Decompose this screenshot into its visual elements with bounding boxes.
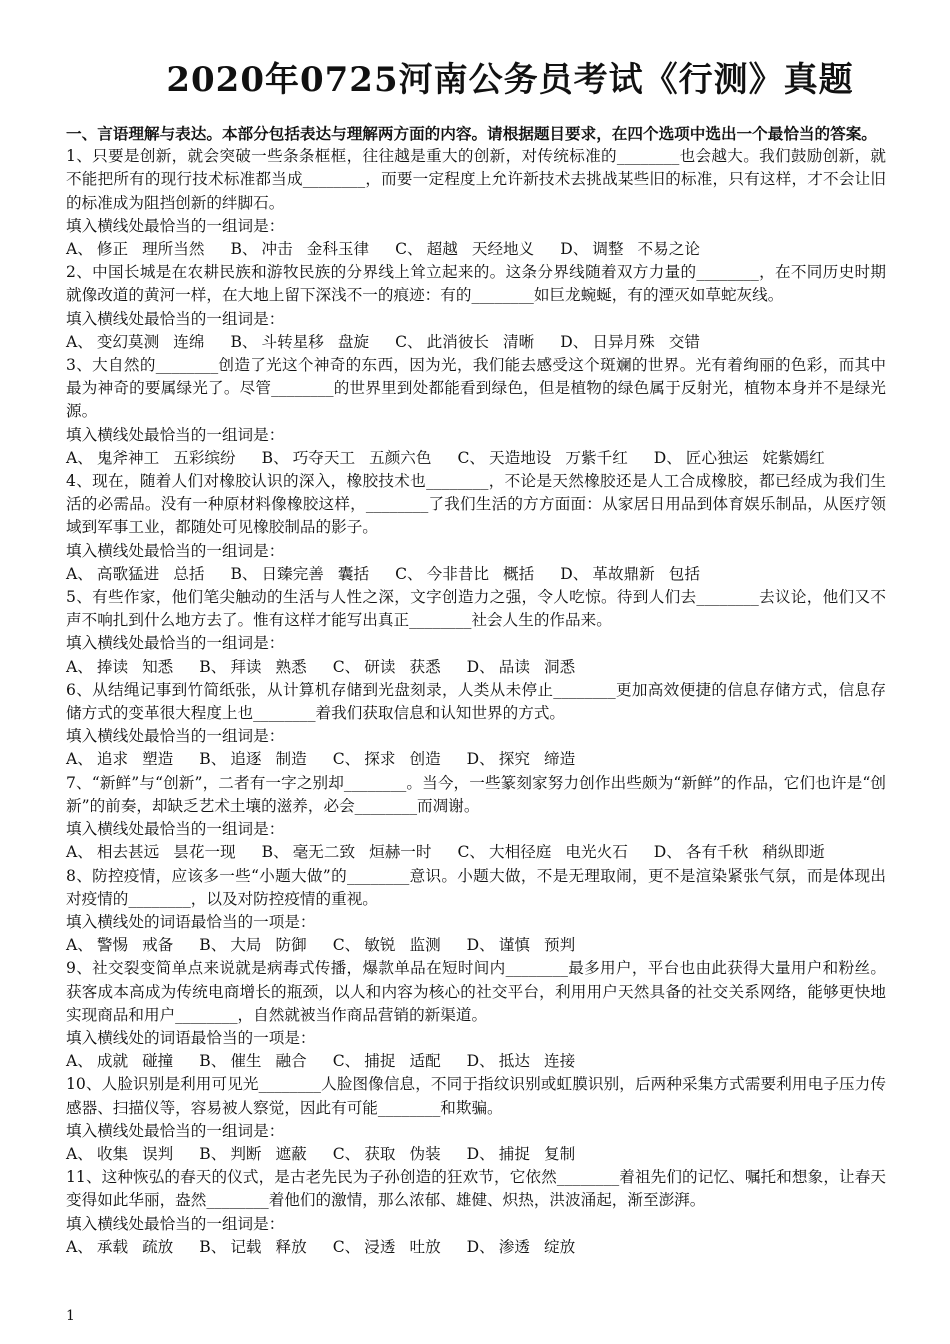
option-label: B、 xyxy=(199,657,227,676)
question-text: 4、现在，随着人们对橡胶认识的深入，橡胶技术也________，不论是天然橡胶还是人工合成橡胶，都已经成为我们生活的必需品。没有一种原材料像橡胶这样，________了我们生活的方方面面：从家居日用品到体育娱乐制品，从医疗领域到军事工业，都随处可见橡胶制品的影子。 xyxy=(66,472,886,537)
option-word-1: 鬼斧神工 xyxy=(96,448,160,467)
option-c xyxy=(333,1236,441,1259)
option-label: D、 xyxy=(466,936,495,955)
question-item xyxy=(66,957,886,1073)
option-c xyxy=(333,656,441,679)
option-word-2: 洞悉 xyxy=(543,657,576,676)
option-b xyxy=(230,331,369,354)
options-row xyxy=(66,934,886,957)
option-word-2: 误判 xyxy=(142,1144,174,1163)
option-word-1: 大相径庭 xyxy=(489,843,552,862)
option-label: C、 xyxy=(457,843,486,862)
option-label: D、 xyxy=(466,1052,495,1071)
option-word-1: 日臻完善 xyxy=(261,564,324,583)
question-text: 7、“新鲜”与“创新”，二者有一字之别却________。当今，一些篆刻家努力创作出些颇为“新鲜”的作品，它们也许是“创新”的前奏，却缺乏艺术土壤的滋养，必会________而凋谢。 xyxy=(66,773,886,815)
document-title: 2020年0725河南公务员考试《行测》真题 xyxy=(166,60,854,100)
option-word-2: 电光火石 xyxy=(565,843,628,862)
option-word-2: 获悉 xyxy=(409,657,441,676)
option-a xyxy=(66,1236,173,1259)
option-d xyxy=(654,447,825,470)
option-word-2: 交错 xyxy=(668,332,700,351)
option-word-1: 今非昔比 xyxy=(426,564,490,583)
question-text: 9、社交裂变简单点来说就是病毒式传播，爆款单品在短时间内________最多用户，平台也由此获得大量用户和粉丝。获客成本高成为传统电商增长的瓶颈，以人和内容为核心的社交平台，利用用户天然具备的社交关系网络，能够更快地实现商品和用户________，自然就被当作商品营销的新渠道。 xyxy=(66,959,886,1024)
question-item xyxy=(66,772,886,865)
option-a xyxy=(66,563,204,586)
option-label: D、 xyxy=(466,750,495,769)
option-word-1: 承载 xyxy=(96,1237,129,1256)
option-a xyxy=(66,238,204,261)
page-number: 1 xyxy=(66,1308,75,1324)
option-label: D、 xyxy=(653,843,682,862)
option-label: A、 xyxy=(66,1052,93,1071)
option-d xyxy=(467,934,576,957)
option-word-2: 创造 xyxy=(409,750,441,769)
option-word-2: 吐放 xyxy=(409,1237,441,1256)
options-row xyxy=(66,1236,886,1259)
question-item xyxy=(66,261,886,354)
option-a xyxy=(66,841,236,864)
option-a xyxy=(66,331,204,354)
option-word-1: 调整 xyxy=(592,240,624,259)
question-list xyxy=(66,145,886,1259)
option-word-1: 品读 xyxy=(498,657,530,676)
option-label: C、 xyxy=(332,657,361,676)
option-label: B、 xyxy=(199,1237,227,1256)
option-d xyxy=(467,1050,576,1073)
option-label: B、 xyxy=(230,564,258,583)
option-b xyxy=(199,1050,306,1073)
question-item xyxy=(66,1073,886,1166)
question-prompt: 填入横线处的词语最恰当的一项是： xyxy=(66,1028,316,1047)
option-word-2: 五彩缤纷 xyxy=(173,448,236,467)
option-a xyxy=(66,1143,173,1166)
option-a xyxy=(66,1050,173,1073)
option-label: B、 xyxy=(199,750,227,769)
option-word-1: 拜读 xyxy=(230,657,262,676)
option-b xyxy=(199,1143,306,1166)
option-label: C、 xyxy=(332,1144,361,1163)
option-c xyxy=(333,1050,441,1073)
question-prompt: 填入横线处最恰当的一组词是： xyxy=(66,216,285,235)
option-word-2: 连绵 xyxy=(173,332,205,351)
options-row xyxy=(66,656,886,679)
option-label: C、 xyxy=(332,936,361,955)
option-label: A、 xyxy=(66,750,93,769)
question-item xyxy=(66,145,886,261)
option-word-2: 绽放 xyxy=(543,1237,576,1256)
option-label: D、 xyxy=(466,1237,495,1256)
option-d xyxy=(560,238,700,261)
question-text: 8、防控疫情，应该多一些“小题大做”的________意识。小题大做，不是无理取闹，更不是渲染紧张气氛，而是体现出对疫情的________，以及对防控疫情的重视。 xyxy=(66,866,886,908)
option-label: A、 xyxy=(66,564,93,583)
option-word-1: 高歌猛进 xyxy=(96,564,160,583)
question-prompt: 填入横线处最恰当的一组词是： xyxy=(66,1214,285,1233)
option-b xyxy=(230,238,369,261)
option-label: B、 xyxy=(230,332,258,351)
option-a xyxy=(66,447,236,470)
question-prompt: 填入横线处最恰当的一组词是： xyxy=(66,541,285,560)
option-word-2: 遮蔽 xyxy=(275,1144,307,1163)
option-c xyxy=(395,563,534,586)
option-word-2: 金科玉律 xyxy=(306,240,370,259)
option-label: C、 xyxy=(332,1237,361,1256)
option-word-2: 昙花一现 xyxy=(173,843,236,862)
option-d xyxy=(560,331,700,354)
option-word-2: 伪装 xyxy=(409,1144,441,1163)
option-word-1: 天造地设 xyxy=(489,448,552,467)
option-word-1: 修正 xyxy=(96,240,129,259)
option-word-2: 总括 xyxy=(173,564,205,583)
option-word-2: 预判 xyxy=(543,936,576,955)
question-prompt: 填入横线处最恰当的一组词是： xyxy=(66,1121,285,1140)
option-label: B、 xyxy=(230,240,258,259)
option-word-1: 巧夺天工 xyxy=(292,448,356,467)
option-word-1: 各有千秋 xyxy=(685,843,749,862)
option-word-1: 冲击 xyxy=(261,240,293,259)
question-prompt: 填入横线处最恰当的一组词是： xyxy=(66,634,285,653)
option-word-2: 盘旋 xyxy=(337,332,370,351)
option-word-1: 日异月殊 xyxy=(592,332,655,351)
question-prompt: 填入横线处最恰当的一组词是： xyxy=(66,309,285,328)
option-word-1: 斗转星移 xyxy=(261,332,324,351)
option-word-2: 缔造 xyxy=(543,750,576,769)
option-word-1: 探究 xyxy=(498,750,530,769)
option-word-1: 获取 xyxy=(364,1144,396,1163)
option-c xyxy=(395,331,534,354)
option-b xyxy=(262,841,432,864)
option-word-2: 天经地义 xyxy=(471,240,535,259)
option-word-2: 理所当然 xyxy=(142,240,205,259)
option-word-1: 警惕 xyxy=(96,936,129,955)
option-word-2: 包括 xyxy=(668,564,700,583)
option-word-2: 戒备 xyxy=(142,936,174,955)
question-item xyxy=(66,679,886,772)
question-item xyxy=(66,470,886,586)
option-c xyxy=(333,748,441,771)
option-label: C、 xyxy=(332,1052,361,1071)
question-item xyxy=(66,586,886,679)
option-label: B、 xyxy=(261,448,289,467)
option-label: A、 xyxy=(66,240,93,259)
option-word-2: 万紫千红 xyxy=(565,448,628,467)
question-prompt: 填入横线处最恰当的一组词是： xyxy=(66,727,285,746)
option-c xyxy=(333,1143,441,1166)
option-word-1: 追求 xyxy=(96,750,129,769)
option-label: A、 xyxy=(66,657,93,676)
option-word-2: 适配 xyxy=(409,1052,441,1071)
option-label: A、 xyxy=(66,1237,93,1256)
option-word-1: 收集 xyxy=(96,1144,129,1163)
question-item xyxy=(66,1166,886,1259)
option-word-1: 相去甚远 xyxy=(96,843,160,862)
option-word-1: 此消彼长 xyxy=(426,332,490,351)
option-word-1: 捕捉 xyxy=(364,1052,396,1071)
option-word-2: 不易之论 xyxy=(637,240,700,259)
options-row xyxy=(66,748,886,771)
option-b xyxy=(199,656,306,679)
option-d xyxy=(467,1236,576,1259)
option-word-1: 浸透 xyxy=(364,1237,396,1256)
option-label: D、 xyxy=(466,657,495,676)
question-text: 2、中国长城是在农耕民族和游牧民族的分界线上耸立起来的。这条分界线随着双方力量的________，在不同历史时期就像改道的黄河一样，在大地上留下深浅不一的痕迹：有的________如巨龙蜿蜒，有的湮灭如草蛇灰线。 xyxy=(66,263,886,305)
option-label: C、 xyxy=(395,240,423,259)
question-text: 6、从结绳记事到竹简纸张，从计算机存储到光盘刻录，人类从未停止________更加高效便捷的信息存储方式，信息存储方式的变革很大程度上也________着我们获取信息和认知世界的方式。 xyxy=(66,680,886,723)
option-b xyxy=(199,1236,306,1259)
option-label: A、 xyxy=(66,843,93,862)
option-d xyxy=(467,656,576,679)
option-d xyxy=(654,841,825,864)
option-word-1: 抵达 xyxy=(498,1052,530,1071)
option-word-2: 稍纵即逝 xyxy=(762,843,825,862)
option-b xyxy=(230,563,369,586)
question-item xyxy=(66,354,886,470)
option-word-2: 防御 xyxy=(275,936,307,955)
option-c xyxy=(457,841,627,864)
option-label: B、 xyxy=(199,1144,227,1163)
options-row xyxy=(66,238,886,261)
option-label: D、 xyxy=(560,564,589,583)
option-word-2: 囊括 xyxy=(337,564,370,583)
option-word-1: 探求 xyxy=(364,750,396,769)
option-word-1: 追逐 xyxy=(230,750,262,769)
option-word-1: 催生 xyxy=(230,1052,262,1071)
option-label: D、 xyxy=(466,1144,495,1163)
option-label: D、 xyxy=(560,332,589,351)
question-text: 11、这种恢弘的春天的仪式，是古老先民为子孙创造的狂欢节，它依然________着祖先们的记忆、嘱托和想象，让春天变得如此华丽，盎然________着他们的激情，那么浓郁、雄健、炽热，洪波涌起，渐至澎湃。 xyxy=(66,1168,886,1210)
option-word-1: 敏锐 xyxy=(364,936,396,955)
question-prompt: 填入横线处最恰当的一组词是： xyxy=(66,820,285,839)
option-d xyxy=(467,748,576,771)
option-a xyxy=(66,934,173,957)
option-label: C、 xyxy=(395,332,423,351)
document-body xyxy=(66,122,886,1259)
option-word-2: 连接 xyxy=(543,1052,576,1071)
option-a xyxy=(66,748,173,771)
option-word-2: 融合 xyxy=(275,1052,307,1071)
option-word-2: 释放 xyxy=(275,1237,307,1256)
options-row xyxy=(66,841,886,864)
option-label: B、 xyxy=(261,843,289,862)
question-text: 5、有些作家，他们笔尖触动的生活与人性之深，文字创造力之强，令人吃惊。待到人们去________去议论，他们又不声不响扎到什么地方去了。惟有这样才能写出真正________社会人生的作品来。 xyxy=(66,588,886,630)
option-word-1: 记载 xyxy=(230,1237,262,1256)
option-b xyxy=(199,748,306,771)
options-row xyxy=(66,1143,886,1166)
options-row xyxy=(66,447,886,470)
option-a xyxy=(66,656,173,679)
option-word-2: 姹紫嫣红 xyxy=(762,448,825,467)
option-word-2: 五颜六色 xyxy=(369,448,432,467)
option-word-2: 概括 xyxy=(503,564,535,583)
option-b xyxy=(262,447,432,470)
option-word-1: 渗透 xyxy=(498,1237,530,1256)
options-row xyxy=(66,1050,886,1073)
option-label: A、 xyxy=(66,1144,93,1163)
option-word-2: 监测 xyxy=(409,936,441,955)
option-word-1: 捕捉 xyxy=(498,1144,530,1163)
question-text: 1、只要是创新，就会突破一些条条框框，往往越是重大的创新，对传统标准的________也会越大。我们鼓励创新，就不能把所有的现行技术标准都当成________，而要一定程度上允许新技术去挑战某些旧的标准，只有这样，才不会让旧的标准成为阻挡创新的绊脚石。 xyxy=(66,147,887,212)
option-word-2: 知悉 xyxy=(142,657,174,676)
question-prompt: 填入横线处最恰当的一组词是： xyxy=(66,425,285,444)
option-word-2: 复制 xyxy=(543,1144,576,1163)
option-b xyxy=(199,934,306,957)
option-word-1: 变幻莫测 xyxy=(96,332,160,351)
option-word-2: 碰撞 xyxy=(142,1052,174,1071)
option-word-1: 毫无二致 xyxy=(292,843,356,862)
option-c xyxy=(333,934,441,957)
options-row xyxy=(66,563,886,586)
option-label: D、 xyxy=(560,240,589,259)
option-d xyxy=(467,1143,576,1166)
option-word-2: 疏放 xyxy=(142,1237,174,1256)
option-word-2: 烜赫一时 xyxy=(369,843,432,862)
option-word-1: 捧读 xyxy=(96,657,129,676)
option-label: C、 xyxy=(395,564,423,583)
question-prompt: 填入横线处的词语最恰当的一项是： xyxy=(66,912,316,931)
option-label: C、 xyxy=(332,750,361,769)
section-heading: 一、言语理解与表达。本部分包括表达与理解两方面的内容。请根据题目要求，在四个选项中选出一个最恰当的答案。 xyxy=(66,124,877,143)
question-text: 3、大自然的________创造了光这个神奇的东西，因为光，我们能去感受这个斑斓的世界。光有着绚丽的色彩，而其中最为神奇的要属绿光了。尽管________的世界里到处都能看到绿色，但是植物的绿色属于反射光，植物本身并不是绿光源。 xyxy=(66,356,887,421)
option-word-1: 匠心独运 xyxy=(685,448,749,467)
option-word-2: 熟悉 xyxy=(275,657,307,676)
option-word-1: 判断 xyxy=(230,1144,262,1163)
option-d xyxy=(560,563,700,586)
option-label: A、 xyxy=(66,332,93,351)
option-word-1: 大局 xyxy=(230,936,262,955)
option-word-1: 成就 xyxy=(96,1052,129,1071)
option-label: C、 xyxy=(457,448,486,467)
option-c xyxy=(457,447,627,470)
option-label: B、 xyxy=(199,1052,227,1071)
option-c xyxy=(395,238,534,261)
option-word-2: 制造 xyxy=(275,750,307,769)
option-word-2: 清晰 xyxy=(503,332,535,351)
option-word-1: 革故鼎新 xyxy=(592,564,655,583)
option-word-1: 超越 xyxy=(426,240,458,259)
option-word-1: 谨慎 xyxy=(498,936,530,955)
option-word-2: 塑造 xyxy=(142,750,174,769)
option-label: D、 xyxy=(653,448,682,467)
option-label: A、 xyxy=(66,936,93,955)
question-item xyxy=(66,865,886,958)
option-label: B、 xyxy=(199,936,227,955)
options-row xyxy=(66,331,886,354)
option-label: A、 xyxy=(66,448,93,467)
option-word-1: 研读 xyxy=(364,657,396,676)
question-text: 10、人脸识别是利用可见光________人脸图像信息，不同于指纹识别或虹膜识别，后两种采集方式需要利用电子压力传感器、扫描仪等，容易被人察觉，因此有可能________和欺骗。 xyxy=(66,1075,886,1117)
